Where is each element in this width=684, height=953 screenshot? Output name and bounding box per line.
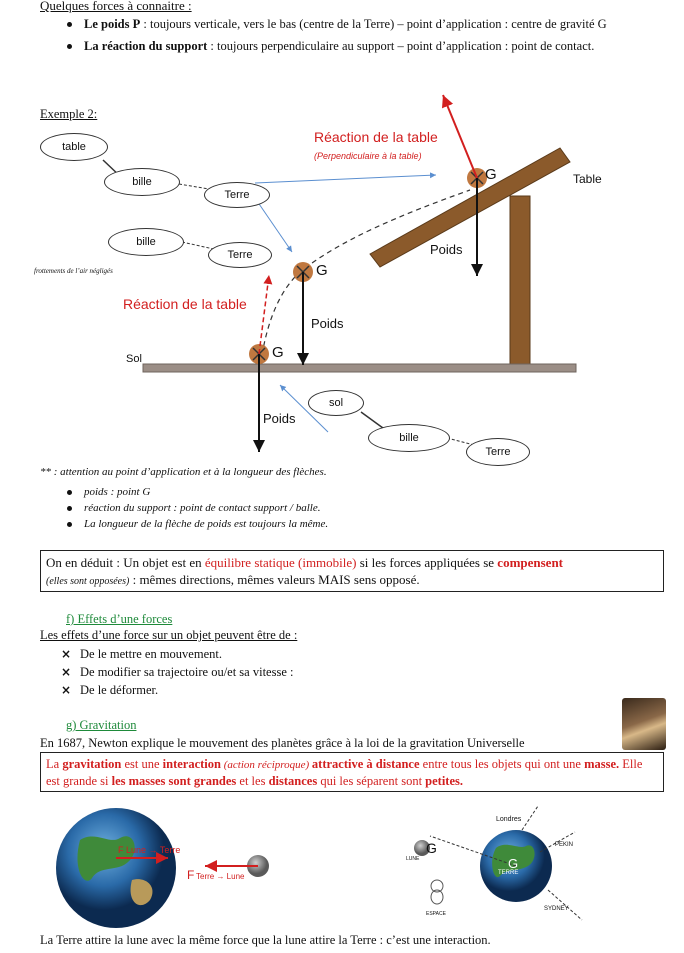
link-line: [361, 412, 383, 428]
oval-bille: bille: [104, 168, 180, 196]
pointer-arrow: [255, 198, 292, 252]
list-item: × De le mettre en mouvement.: [40, 645, 293, 663]
note-title: ** : attention au point d’application et à la longueur des flèches.: [40, 466, 327, 478]
oval-terre: Terre: [208, 242, 272, 268]
list-item: réaction du support : point de contact support / balle.: [60, 500, 328, 516]
city-label-londres: Londres: [496, 816, 522, 823]
g-label: G: [508, 856, 519, 871]
list-item: poids : point G: [60, 484, 328, 500]
friction-note: frottements de l’air négligés: [34, 267, 113, 275]
list-item: La réaction du support : toujours perpendiculaire au support – point d’application : point de contact.: [60, 38, 650, 54]
link-line: [548, 890, 582, 920]
effects-heading: f) Effets d’une forces: [66, 612, 173, 626]
gravitation-intro: En 1687, Newton explique le mouvement des planètes grâce à la loi de la gravitation Universelle: [40, 736, 525, 750]
city-label-pekin: PEKIN: [555, 842, 574, 848]
list-item: × De le déformer.: [40, 681, 293, 699]
conclusion-box: On en déduit : Un objet est en équilibre statique (immobile) si les forces appliquées se compensent (elles sont opposées) : mêmes directions, mêmes valeurs MAIS sens opposé.: [40, 550, 664, 592]
newton-portrait: [622, 698, 666, 750]
g-label: G: [485, 166, 497, 183]
list-item: × De modifier sa trajectoire ou/et sa vitesse :: [40, 663, 293, 681]
space-label: ESPACE: [426, 911, 446, 917]
gravitation-diagram: [0, 798, 684, 928]
pointer-arrow: [255, 175, 436, 183]
oval-sol: sol: [308, 390, 364, 416]
link-line: [522, 806, 538, 830]
earth-left: [56, 808, 176, 928]
reaction-arrow-top: [443, 95, 477, 178]
list-item: Le poids P : toujours verticale, vers le bas (centre de la Terre) – point d’application : centre de gravité G: [60, 16, 650, 32]
weight-label-ground: Poids: [263, 411, 296, 426]
section-heading-forces: Quelques forces à connaitre :: [40, 0, 192, 13]
oval-terre: Terre: [204, 182, 270, 208]
oval-table: table: [40, 133, 108, 161]
weight-label-mid: Poids: [311, 316, 344, 331]
gravitation-conclusion: La Terre attire la lune avec la même force que la lune attire la Terre : c’est une interaction.: [40, 933, 491, 947]
force-label-moon-earth: F Lune → Terre: [118, 845, 181, 855]
oval-terre: Terre: [466, 438, 530, 466]
weight-label-top: Poids: [430, 242, 463, 257]
moon-label: LUNE: [406, 856, 420, 862]
g-label: G: [426, 840, 437, 856]
city-label-sydney: SYDNEY: [544, 906, 569, 912]
g-label: G: [272, 344, 284, 361]
gravitation-box: La gravitation est une interaction (action réciproque) attractive à distance entre tous les objets qui ont une masse. Elle est grande si les masses sont grandes et les distances qui les séparent sont petites.: [40, 752, 664, 792]
effects-list: [40, 645, 293, 699]
g-label: G: [316, 262, 328, 279]
oval-bille: bille: [108, 228, 184, 256]
reaction-label-top: Réaction de la table: [314, 129, 438, 145]
example-title: Exemple 2:: [40, 107, 98, 121]
list-item: La longueur de la flèche de poids est toujours la même.: [60, 516, 328, 532]
astronaut-icon: [431, 880, 443, 904]
oval-bille: bille: [368, 424, 450, 452]
effects-intro: Les effets d’une force sur un objet peuvent être de :: [40, 628, 298, 642]
force-label-earth-moon: Terre → Lune: [196, 872, 245, 881]
notes-list: [60, 484, 328, 532]
sol-label: Sol: [126, 353, 142, 365]
gravitation-heading: g) Gravitation: [66, 718, 137, 732]
reaction-label-mid: Réaction de la table: [123, 296, 247, 312]
earth-label: TERRE: [498, 870, 519, 876]
forces-list: [60, 16, 650, 54]
force-label-f: F: [187, 868, 195, 882]
table-label: Table: [573, 172, 602, 186]
perpendicular-note: (Perpendiculaire à la table): [314, 151, 422, 161]
ground-bar: [143, 364, 576, 372]
